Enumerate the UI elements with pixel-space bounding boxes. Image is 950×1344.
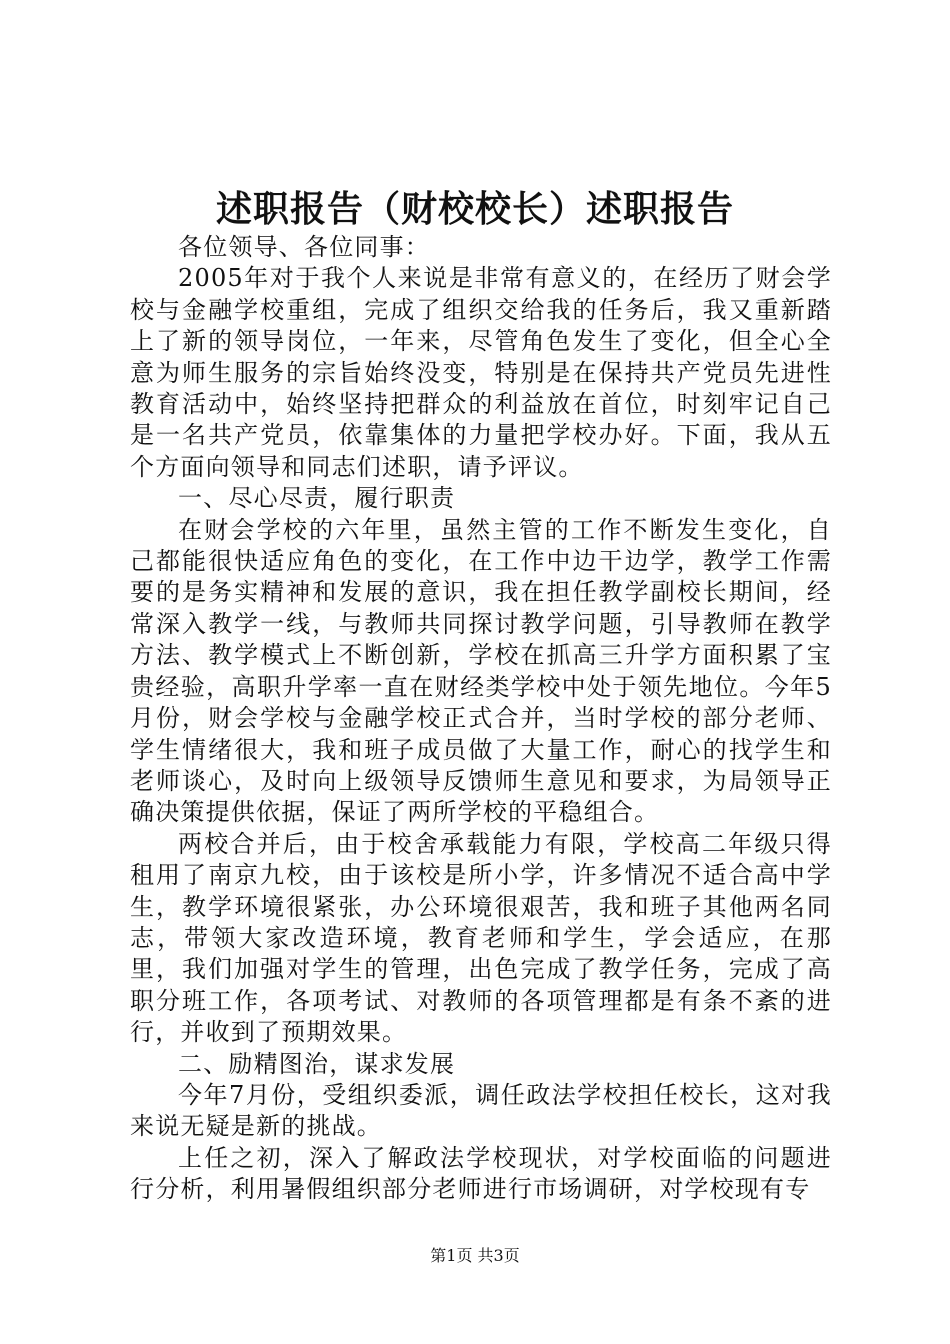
paragraph: 今年7月份，受组织委派，调任政法学校担任校长，这对我来说无疑是新的挑战。 xyxy=(130,1080,832,1141)
paragraph: 在财会学校的六年里，虽然主管的工作不断发生变化，自己都能很快适应角色的变化，在工作中边干边学，教学工作需要的是务实精神和发展的意识，我在担任教学副校长期间，经常深入教学一线，与教师共同探讨教学问题，引导教师在教学方法、教学模式上不断创新，学校在抓高三升学方面积累了宝贵经验，高职升学率一直在财经类学校中处于领先地位。今年5月份，财会学校与金融学校正式合并，当时学校的部分老师、学生情绪很大，我和班子成员做了大量工作，耐心的找学生和老师谈心，及时向上级领导反馈师生意见和要求，为局领导正确决策提供依据，保证了两所学校的平稳组合。 xyxy=(130,515,832,827)
document-body xyxy=(130,232,832,1206)
paragraph: 上任之初，深入了解政法学校现状，对学校面临的问题进行分析，利用暑假组织部分老师进行市场调研，对学校现有专 xyxy=(130,1143,832,1204)
paragraph: 2005年对于我个人来说是非常有意义的，在经历了财会学校与金融学校重组，完成了组织交给我的任务后，我又重新踏上了新的领导岗位，一年来，尽管角色发生了变化，但全心全意为师生服务的宗旨始终没变，特别是在保持共产党员先进性教育活动中，始终坚持把群众的利益放在首位，时刻牢记自己是一名共产党员，依靠集体的力量把学校办好。下面，我从五个方面向领导和同志们述职，请予评议。 xyxy=(130,264,832,481)
section-heading: 二、励精图治，谋求发展 xyxy=(178,1049,456,1078)
document-title: 述职报告（财校校长）述职报告 xyxy=(215,188,734,230)
salutation: 各位领导、各位同事： xyxy=(178,233,430,261)
page-footer: 第1页 共3页 xyxy=(430,1246,520,1265)
section-heading: 一、尽心尽责，履行职责 xyxy=(178,484,456,513)
paragraph: 两校合并后，由于校舍承载能力有限，学校高二年级只得租用了南京九校，由于该校是所小学，许多情况不适合高中学生，教学环境很紧张，办公环境很艰苦，我和班子其他两名同志，带领大家改造环境，教育老师和学生，学会适应，在那里，我们加强对学生的管理，出色完成了教学任务，完成了高职分班工作，各项考试、对教师的各项管理都是有条不紊的进行，并收到了预期效果。 xyxy=(130,829,832,1047)
